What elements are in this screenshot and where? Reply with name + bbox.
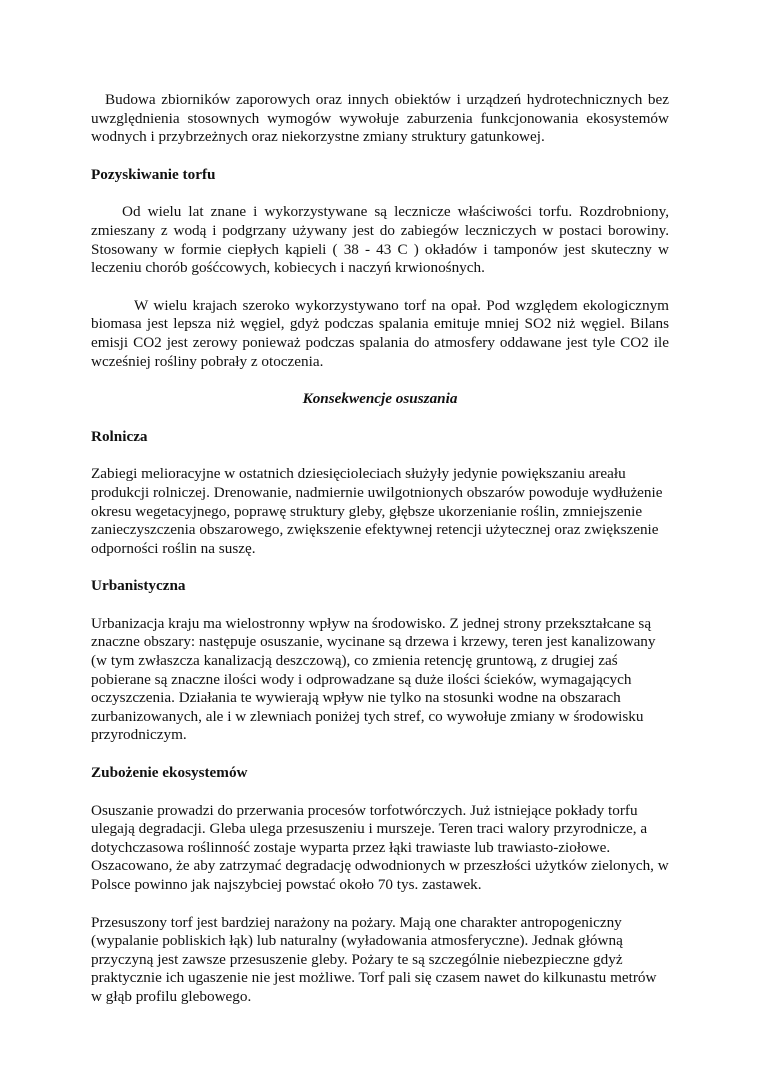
- agricultural-heading: Rolnicza: [91, 427, 148, 445]
- document-page: [91, 91, 669, 1007]
- peat-paragraph-1: Od wielu lat znane i wykorzystywane są lecznicze właściwości torfu. Rozdrobniony, zmieszany z wodą i podgrzany używany jest do zabiegów leczniczych w postaci borowiny. Stosowany w formie ciepłych kąpieli ( 38 - 43 C ) okładów i tamponów jest skuteczny w leczeniu chorób gośćcowych, kobiecych i naczyń krwionośnych.: [91, 203, 669, 277]
- urban-heading: Urbanistyczna: [91, 577, 186, 595]
- agricultural-paragraph: Zabiegi melioracyjne w ostatnich dziesięcioleciach służyły jedynie powiększaniu areału produkcji rolniczej. Drenowanie, nadmiernie uwilgotnionych obszarów powoduje wydłużenie okresu wegetacyjnego, poprawę struktury gleby, głębsze ukorzenianie roślin, zmniejszenie zanieczyszczenia obszarowego, zwiększenie efektywnej retencji użytecznej oraz zwiększenie odporności roślin na suszę.: [91, 465, 663, 557]
- consequences-heading: Konsekwencje osuszania: [302, 390, 458, 408]
- urban-paragraph: Urbanizacja kraju ma wielostronny wpływ na środowisko. Z jednej strony przekształcane są znaczne obszary: następuje osuszanie, wycinane są drzewa i krzewy, teren jest kanalizowany (w tym zwłaszcza kanalizacją deszczową), co zmienia retencję gruntową, z drugiej zaś pobierane są znaczne ilości wody i odprowadzane są duże ilości ścieków, wymagających oczyszczenia. Działania te wywierają wpływ nie tylko na stosunki wodne na obszarach zurbanizowanych, ale i w zlewniach poniżej tych stref, co wywołuje zmiany w środowisku przyrodniczym.: [91, 614, 656, 744]
- ecosystems-paragraph-2: Przesuszony torf jest bardziej narażony na pożary. Mają one charakter antropogeniczny (wypalanie pobliskich łąk) lub naturalny (wyładowania atmosferyczne). Jednak główną przyczyną jest zawsze przesuszenie gleby. Pożary te są szczególnie niebezpieczne gdyż praktycznie ich ugaszenie nie jest możliwe. Torf pali się czasem nawet do kilkunastu metrów w głąb profilu glebowego.: [91, 913, 657, 1005]
- peat-section-heading: Pozyskiwanie torfu: [91, 165, 216, 183]
- ecosystems-paragraph-1: Osuszanie prowadzi do przerwania procesów torfotwórczych. Już istniejące pokłady torfu ulegają degradacji. Gleba ulega przesuszeniu i murszeje. Teren traci walory przyrodnicze, a dotychczasowa roślinność zostaje wyparta przez łąki trawiaste lub trawiasto-ziołowe. Oszacowano, że aby zatrzymać degradację odwodnionych w przeszłości użytków zielonych, w Polsce powinno jak najszybciej powstać około 70 tys. zastawek.: [91, 801, 669, 893]
- peat-paragraph-2: W wielu krajach szeroko wykorzystywano torf na opał. Pod względem ekologicznym biomasa jest lepsza niż węgiel, gdyż podczas spalania emituje mniej SO2 niż węgiel. Bilans emisji CO2 jest zerowy ponieważ podczas spalania do atmosfery oddawane jest tyle CO2 ile wcześniej rośliny pobrały z otoczenia.: [91, 296, 669, 370]
- intro-paragraph: Budowa zbiorników zaporowych oraz innych obiektów i urządzeń hydrotechnicznych bez uwzględnienia stosownych wymogów wywołuje zaburzenia funkcjonowania ekosystemów wodnych i przybrzeżnych oraz niekorzystne zmiany struktury gatunkowej.: [91, 91, 669, 146]
- ecosystems-heading: Zubożenie ekosystemów: [91, 764, 248, 782]
